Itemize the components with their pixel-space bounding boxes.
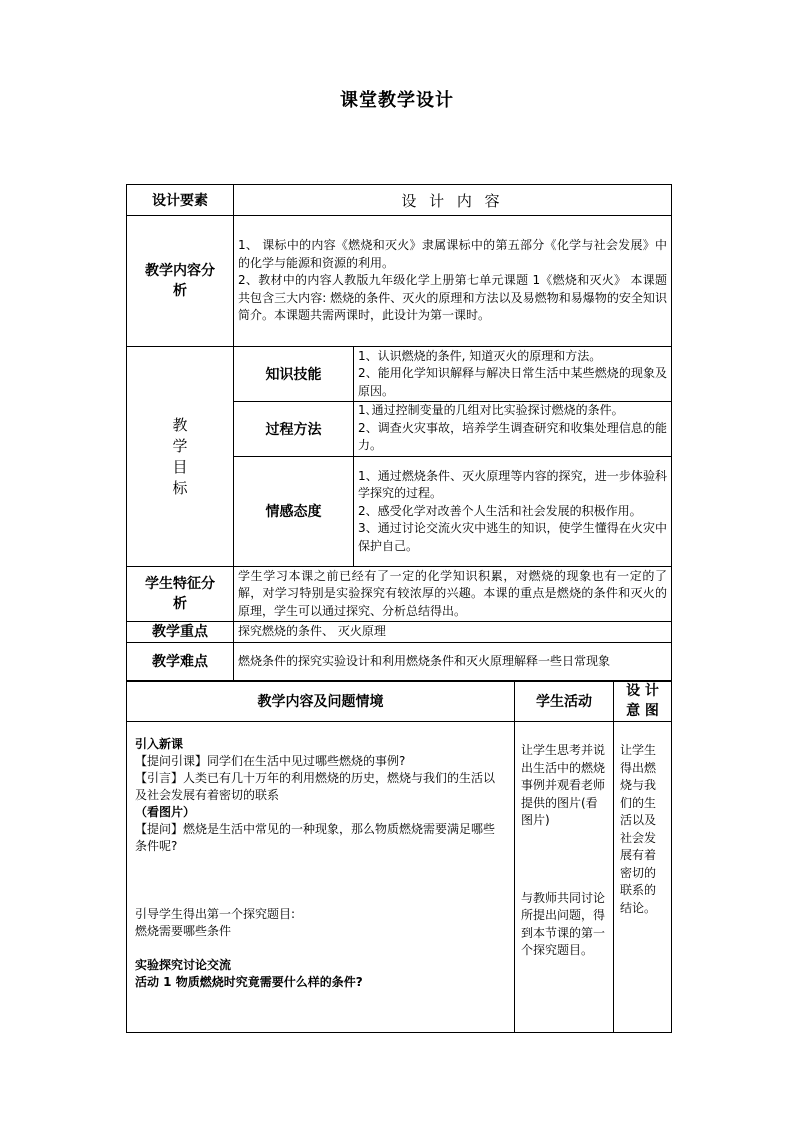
goals-inner-table [234, 347, 671, 566]
activity-2: 与教师共同讨论所提出问题，得到本节课的第一个探究题目。 [521, 890, 606, 957]
goal-process-label: 过程方法 [234, 401, 354, 456]
analysis-p2: 2、教材中的内容人教版九年级化学上册第七单元课题 1《燃烧和灭火》 本课题共包含三大内容: 燃烧的条件、灭火的原理和方法以及易燃物和易爆物的安全知识简介。本课题共需两课时，此设计为第一课时。 [238, 273, 667, 323]
goal-process-content [354, 401, 672, 456]
page-title: 课堂教学设计 [340, 90, 454, 111]
goal-process-item-2: 2、调查火灾事故，培养学生调查研究和收集处理信息的能力。 [358, 420, 667, 453]
picture-note: （看图片） [135, 805, 196, 819]
goals-content [234, 347, 672, 567]
goal-process-item-1: 1､通过控制变量的几组对比实验探讨燃烧的条件。 [358, 403, 624, 418]
goal-emotion-content [354, 456, 672, 566]
goal-emotion-item-3: 3、通过讨论交流火灾中逃生的知识，使学生懂得在火灾中保护自己。 [358, 521, 667, 553]
goal-emotion-label: 情感态度 [234, 456, 354, 566]
goal-knowledge-content [354, 347, 672, 401]
analysis-label [127, 216, 234, 347]
activity-1: 让学生思考并说出生活中的燃烧事例并观看老师提供的图片(看图片) [521, 743, 606, 827]
teaching-process-table [126, 680, 672, 1033]
analysis-content [234, 216, 672, 347]
goal-knowledge-item-2: 2、能用化学知识解释与解决日常生活中某些燃烧的现象及原因。 [358, 366, 667, 398]
goal-knowledge-label: 知识技能 [234, 347, 354, 401]
guide-topic: 燃烧需要哪些条件 [135, 924, 232, 938]
goal-emotion-item-1: 1、通过燃烧条件、灭火原理等内容的探究，进一步体验科学探究的过程。 [358, 468, 667, 500]
analysis-p1: 1、 课标中的内容《燃烧和灭火》隶属课标中的第五部分《化学与社会发展》中的化学与能源和资源的利用。 [238, 238, 667, 270]
design-elements-table [126, 184, 672, 682]
students-label-text: 学生特征分析 [145, 576, 215, 612]
students-label [127, 567, 234, 622]
goals-label-4: 标 [172, 478, 188, 497]
goal-knowledge-item-1: 1、认识燃烧的条件, 知道灭火的原理和方法。 [358, 348, 602, 363]
col-header-intent: 设 计 意 图 [614, 681, 672, 722]
focus-label: 教学重点 [127, 622, 234, 643]
goal-emotion-item-2: 2、感受化学对改善个人生活和社会发展的积极作用。 [358, 503, 642, 518]
question-1: 【提问引课】同学们在生活中见过哪些燃烧的事例? [135, 754, 406, 768]
question-2: 【引言】人类已有几十万年的利用燃烧的历史，燃烧与我们的生活以及社会发展有着密切的联系 [135, 771, 496, 802]
difficulty-label: 教学难点 [127, 643, 234, 682]
header-element: 设计要素 [127, 185, 234, 216]
col-header-content: 教学内容及问题情境 [127, 681, 515, 722]
goals-label-2: 学 [172, 436, 188, 455]
activity-1-title: 活动 1 物质燃烧时究竟需要什么样的条件? [135, 975, 363, 989]
goals-label-1: 教 [172, 415, 188, 434]
intent-1: 让学生得出燃烧与我们的生活以及社会发展有着密切的联系的结论。 [620, 743, 657, 915]
design-intent-cell [614, 722, 672, 1033]
difficulty-content: 燃烧条件的探究实验设计和利用燃烧条件和灭火原理解释一些日常现象 [234, 643, 672, 682]
lab-title: 实验探究讨论交流 [135, 958, 232, 972]
analysis-label-text: 教学内容分析 [145, 263, 215, 299]
focus-content: 探究燃烧的条件、 灭火原理 [234, 622, 672, 643]
intro-title: 引入新课 [135, 737, 184, 751]
guide-text: 引导学生得出第一个探究题目: [135, 907, 296, 921]
students-content: 学生学习本课之前已经有了一定的化学知识积累，对燃烧的现象也有一定的了解，对学习特别是实验探究有较浓厚的兴趣。本课的重点是燃烧的条件和灭火的原理，学生可以通过探究、分析总结得出。 [234, 567, 672, 622]
header-content: 设 计 内 容 [234, 185, 672, 216]
student-activity-cell [515, 722, 614, 1033]
goals-label-3: 目 [172, 457, 188, 476]
goals-label [127, 347, 234, 567]
process-content-cell [127, 722, 515, 1033]
col-header-activity: 学生活动 [515, 681, 614, 722]
question-3: 【提问】燃烧是生活中常见的一种现象，那么物质燃烧需要满足哪些条件呢? [135, 822, 496, 853]
